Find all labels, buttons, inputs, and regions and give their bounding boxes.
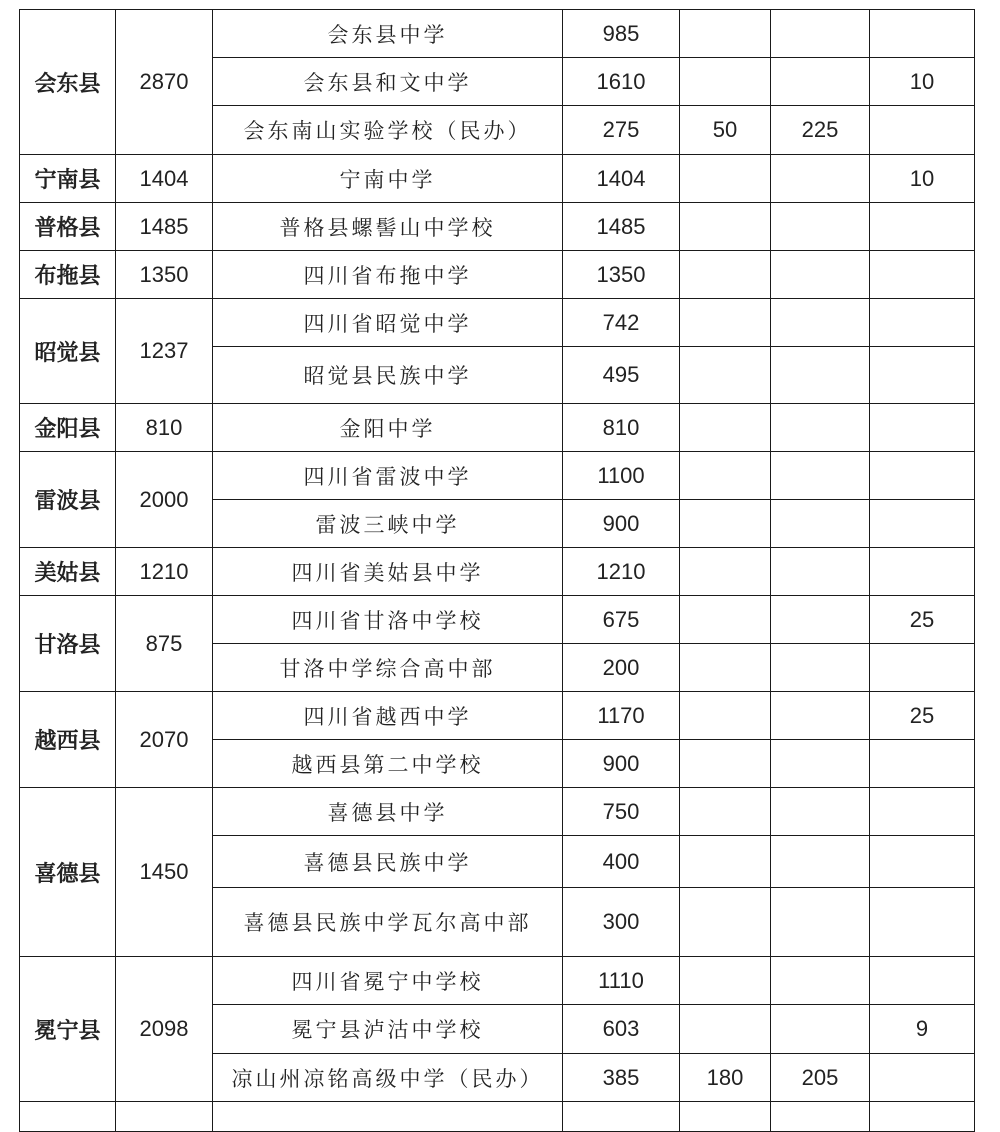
school-quota-cell: 1610: [563, 58, 680, 106]
county-total-cell: 1485: [116, 203, 213, 251]
school-quota-cell: 1100: [563, 452, 680, 500]
county-total-cell: 810: [116, 404, 213, 452]
school-quota-cell: 985: [563, 10, 680, 58]
school-quota-cell: 900: [563, 500, 680, 548]
extra-col-2-cell: [771, 596, 870, 644]
extra-col-1-cell: [680, 155, 771, 203]
table-row: [20, 251, 975, 299]
extra-col-3-cell: 25: [870, 596, 975, 644]
county-total-cell: 1210: [116, 548, 213, 596]
extra-col-2-cell: [771, 740, 870, 788]
extra-col-3-cell: [870, 106, 975, 155]
extra-col-1-cell: [680, 251, 771, 299]
school-quota-cell: 400: [563, 836, 680, 888]
school-quota-cell: 900: [563, 740, 680, 788]
school-name-cell: 四川省越西中学: [213, 692, 563, 740]
cut-off-cell: [771, 1102, 870, 1132]
extra-col-2-cell: 205: [771, 1054, 870, 1102]
extra-col-3-cell: [870, 251, 975, 299]
extra-col-2-cell: [771, 1005, 870, 1054]
table-row: [20, 788, 975, 836]
extra-col-2-cell: [771, 500, 870, 548]
extra-col-3-cell: 10: [870, 58, 975, 106]
extra-col-3-cell: [870, 299, 975, 347]
county-name-cell: 会东县: [20, 10, 116, 155]
county-total-cell: 2000: [116, 452, 213, 548]
extra-col-1-cell: [680, 299, 771, 347]
county-name-cell: 越西县: [20, 692, 116, 788]
extra-col-2-cell: [771, 203, 870, 251]
table-row: [20, 404, 975, 452]
table-row: [20, 548, 975, 596]
school-name-cell: 喜德县民族中学: [213, 836, 563, 888]
school-quota-cell: 810: [563, 404, 680, 452]
extra-col-3-cell: [870, 836, 975, 888]
school-quota-cell: 1350: [563, 251, 680, 299]
cut-off-cell: [20, 1102, 116, 1132]
extra-col-3-cell: [870, 203, 975, 251]
extra-col-1-cell: [680, 692, 771, 740]
county-total-cell: 1404: [116, 155, 213, 203]
school-quota-cell: 1170: [563, 692, 680, 740]
cut-off-cell: [213, 1102, 563, 1132]
school-name-cell: 四川省甘洛中学校: [213, 596, 563, 644]
cut-off-cell: [680, 1102, 771, 1132]
extra-col-2-cell: [771, 692, 870, 740]
school-name-cell: 冕宁县泸沽中学校: [213, 1005, 563, 1054]
table-row: [20, 452, 975, 500]
school-name-cell: 昭觉县民族中学: [213, 347, 563, 404]
school-quota-cell: 200: [563, 644, 680, 692]
school-name-cell: 会东县中学: [213, 10, 563, 58]
school-name-cell: 会东南山实验学校（民办）: [213, 106, 563, 155]
extra-col-1-cell: [680, 500, 771, 548]
table-row: [20, 957, 975, 1005]
county-name-cell: 喜德县: [20, 788, 116, 957]
school-name-cell: 四川省昭觉中学: [213, 299, 563, 347]
school-quota-cell: 275: [563, 106, 680, 155]
extra-col-1-cell: 180: [680, 1054, 771, 1102]
extra-col-3-cell: [870, 788, 975, 836]
extra-col-3-cell: [870, 347, 975, 404]
extra-col-1-cell: [680, 740, 771, 788]
extra-col-2-cell: [771, 452, 870, 500]
extra-col-1-cell: [680, 58, 771, 106]
extra-col-3-cell: [870, 10, 975, 58]
school-name-cell: 四川省布拖中学: [213, 251, 563, 299]
extra-col-3-cell: [870, 740, 975, 788]
extra-col-1-cell: [680, 10, 771, 58]
county-total-cell: 1450: [116, 788, 213, 957]
extra-col-2-cell: [771, 155, 870, 203]
extra-col-2-cell: 225: [771, 106, 870, 155]
extra-col-2-cell: [771, 347, 870, 404]
school-name-cell: 金阳中学: [213, 404, 563, 452]
table-row: [20, 596, 975, 644]
school-quota-cell: 742: [563, 299, 680, 347]
school-quota-cell: 675: [563, 596, 680, 644]
county-name-cell: 昭觉县: [20, 299, 116, 404]
extra-col-3-cell: 25: [870, 692, 975, 740]
school-quota-cell: 300: [563, 888, 680, 957]
table-row: [20, 299, 975, 347]
school-name-cell: 四川省冕宁中学校: [213, 957, 563, 1005]
school-quota-cell: 1110: [563, 957, 680, 1005]
county-total-cell: 1237: [116, 299, 213, 404]
extra-col-1-cell: [680, 957, 771, 1005]
school-name-cell: 普格县螺髻山中学校: [213, 203, 563, 251]
school-name-cell: 宁南中学: [213, 155, 563, 203]
school-name-cell: 雷波三峡中学: [213, 500, 563, 548]
county-total-cell: 2870: [116, 10, 213, 155]
cut-off-cell: [116, 1102, 213, 1132]
school-name-cell: 甘洛中学综合高中部: [213, 644, 563, 692]
county-name-cell: 美姑县: [20, 548, 116, 596]
county-total-cell: 1350: [116, 251, 213, 299]
cut-off-cell: [563, 1102, 680, 1132]
cut-off-cell: [870, 1102, 975, 1132]
extra-col-2-cell: [771, 788, 870, 836]
table-row: [20, 155, 975, 203]
county-total-cell: 2098: [116, 957, 213, 1102]
extra-col-3-cell: 10: [870, 155, 975, 203]
extra-col-3-cell: [870, 452, 975, 500]
table-row-cut-off: [20, 1102, 975, 1132]
school-quota-cell: 1210: [563, 548, 680, 596]
enrollment-quota-table: [19, 9, 975, 1132]
school-name-cell: 会东县和文中学: [213, 58, 563, 106]
extra-col-1-cell: [680, 644, 771, 692]
county-name-cell: 布拖县: [20, 251, 116, 299]
county-total-cell: 2070: [116, 692, 213, 788]
county-name-cell: 宁南县: [20, 155, 116, 203]
county-total-cell: 875: [116, 596, 213, 692]
extra-col-2-cell: [771, 548, 870, 596]
extra-col-3-cell: [870, 500, 975, 548]
extra-col-2-cell: [771, 251, 870, 299]
extra-col-1-cell: [680, 347, 771, 404]
school-quota-cell: 1485: [563, 203, 680, 251]
extra-col-3-cell: [870, 1054, 975, 1102]
extra-col-3-cell: [870, 548, 975, 596]
school-quota-cell: 495: [563, 347, 680, 404]
extra-col-1-cell: [680, 452, 771, 500]
table-row: [20, 692, 975, 740]
extra-col-1-cell: [680, 1005, 771, 1054]
extra-col-3-cell: 9: [870, 1005, 975, 1054]
extra-col-2-cell: [771, 404, 870, 452]
extra-col-3-cell: [870, 404, 975, 452]
county-name-cell: 金阳县: [20, 404, 116, 452]
extra-col-1-cell: [680, 788, 771, 836]
school-name-cell: 四川省美姑县中学: [213, 548, 563, 596]
extra-col-3-cell: [870, 888, 975, 957]
extra-col-2-cell: [771, 58, 870, 106]
extra-col-1-cell: [680, 836, 771, 888]
school-name-cell: 四川省雷波中学: [213, 452, 563, 500]
table-row: [20, 203, 975, 251]
county-name-cell: 普格县: [20, 203, 116, 251]
table-row: [20, 10, 975, 58]
extra-col-2-cell: [771, 836, 870, 888]
county-name-cell: 冕宁县: [20, 957, 116, 1102]
extra-col-2-cell: [771, 957, 870, 1005]
school-name-cell: 凉山州凉铭高级中学（民办）: [213, 1054, 563, 1102]
school-quota-cell: 750: [563, 788, 680, 836]
school-name-cell: 喜德县中学: [213, 788, 563, 836]
school-quota-cell: 603: [563, 1005, 680, 1054]
extra-col-3-cell: [870, 957, 975, 1005]
school-quota-cell: 385: [563, 1054, 680, 1102]
county-name-cell: 甘洛县: [20, 596, 116, 692]
extra-col-1-cell: [680, 548, 771, 596]
extra-col-3-cell: [870, 644, 975, 692]
extra-col-1-cell: [680, 404, 771, 452]
extra-col-2-cell: [771, 10, 870, 58]
school-name-cell: 越西县第二中学校: [213, 740, 563, 788]
extra-col-2-cell: [771, 299, 870, 347]
county-name-cell: 雷波县: [20, 452, 116, 548]
school-quota-cell: 1404: [563, 155, 680, 203]
extra-col-1-cell: [680, 596, 771, 644]
extra-col-1-cell: [680, 888, 771, 957]
extra-col-1-cell: [680, 203, 771, 251]
extra-col-2-cell: [771, 888, 870, 957]
school-name-cell: 喜德县民族中学瓦尔高中部: [213, 888, 563, 957]
extra-col-2-cell: [771, 644, 870, 692]
extra-col-1-cell: 50: [680, 106, 771, 155]
